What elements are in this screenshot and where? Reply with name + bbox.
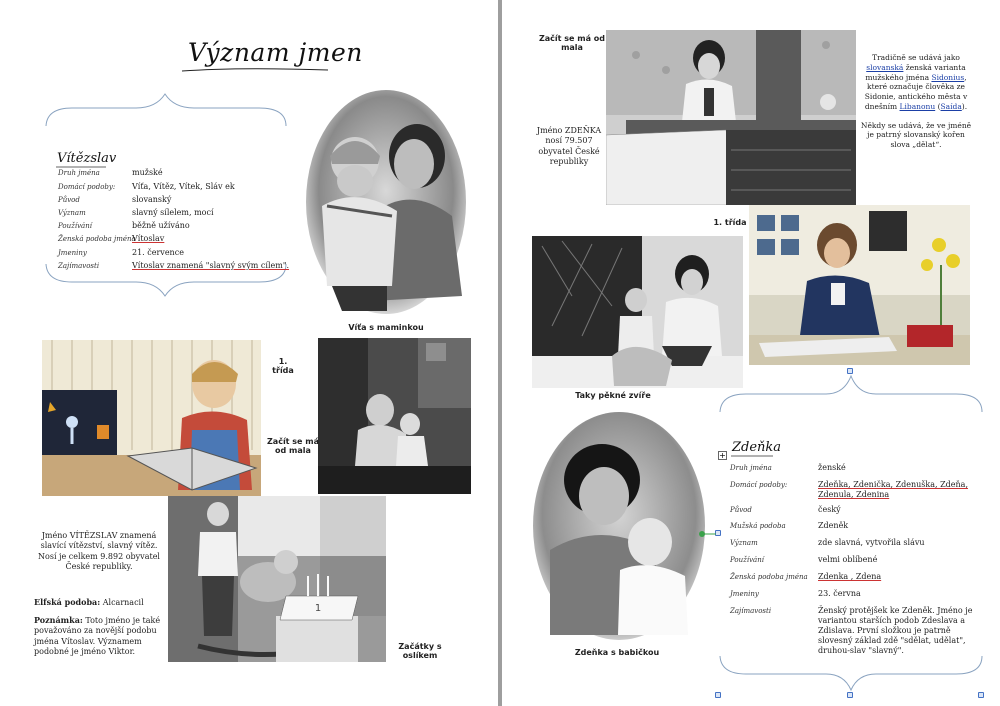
photo-boy-book [42,340,261,496]
photo-woman-child-animal [532,236,743,388]
row-label: Druh jména [58,169,100,177]
origin-text [858,53,974,150]
row-value: český [818,505,841,514]
left-page [0,0,498,706]
photo-mother-baby [302,86,469,319]
origin-text-1: Tradičně se udává jako [872,53,960,62]
caption-first-class: 1. třída [272,357,294,376]
origin-text-2: ženská varianta mužského jména [865,62,966,82]
row-label: Význam [730,539,758,547]
rotate-handle[interactable] [698,530,718,538]
row-value: běžně užíváno [132,221,190,230]
photo-girl-class [749,205,970,365]
row-label: Jmeniny [58,249,87,257]
row-value: 23. června [818,589,861,598]
row-label: Mužská podoba [730,522,786,530]
page-title: Význam jmen [188,38,363,67]
caption-grandma: Zdeňka s babičkou [574,648,660,657]
link-lebanon[interactable]: Libanonu [899,101,936,111]
photo-man-baby [318,338,471,494]
caption-first-class-r: 1. třída [713,218,747,227]
caption-start-small-r: Začít se má od mala [538,34,605,53]
row-label: Používání [58,222,92,230]
row-value: Vítoslav znamená "slavný svým cílem". [132,261,290,270]
row-label: Ženská podoba jména [58,235,136,243]
row-value: Vítoslav [132,234,165,243]
selection-handle-bottom-right[interactable] [978,692,984,698]
row-label: Používání [730,556,764,564]
name-heading: Vítězslav [57,151,117,166]
row-value: slovanský [132,195,172,204]
right-page [502,0,1000,706]
name-heading-r: Zdeňka [732,440,782,455]
origin-text-5: ). [961,101,968,111]
info-zdenka: Jméno ZDEŇKA nosí 79.507 obyvatel České republiky [536,126,602,167]
table-move-icon[interactable]: + [719,451,726,460]
row-value: Víťa, Vítěz, Vítek, Sláv ek [132,182,235,191]
info-vitezslav: Jméno VÍTĚZSLAV znamená slavící vítězství, slavný vítěz. Nosí je celkem 9.892 obyvatel České republiky. [38,531,160,572]
link-slavic[interactable]: slovanská [866,62,904,72]
caption-mother: Víťa s maminkou [348,323,424,332]
link-saida[interactable]: Saída [940,101,962,111]
photo-woman-table [606,30,856,205]
title-underline [180,66,330,74]
elf-form-value: Alcarnacil [102,598,144,607]
row-label: Zajímavosti [730,607,772,615]
note-label: Poznámka: [34,615,83,625]
note-value: Toto jméno je také považováno za novější podobu jména Vítoslav. Významem podobné je jméno Viktor. [34,616,161,657]
row-label: Druh jména [730,464,772,472]
row-value: Ženský protějšek ke Zdeněk. Jméno je variantou starších podob Zdeslava a Zdislava. První složkou je patrně slovesný základ zdě "sdělat, udělat", druhou-slav "slavný". [818,606,973,655]
row-label: Jmeniny [730,590,759,598]
row-label: Ženská podoba jména [730,573,808,581]
row-value: Zdeňka, Zdenička, Zdenuška, Zdeňa, Zdenula, Zdenina [818,480,968,499]
row-value: slavný sílelem, mocí [132,208,214,217]
row-label: Domácí podoby: [730,481,788,489]
row-value: ženské [818,463,846,472]
caption-animal: Taky pěkné zvíře [575,391,651,400]
note [34,615,166,658]
row-value: mužské [132,168,163,177]
origin-text-3: , které označuje člověka ze Sidonie, antického města v dnešním [864,72,968,111]
origin-text-p2: Někdy se udává, že ve jméně je patrný slovanský kořen slova „dělat“. [860,120,972,149]
link-sidonius[interactable]: Sidonius [931,72,965,82]
candle-digit: 1 [314,603,322,614]
origin-text-4: ( [935,101,941,111]
elf-form-label: Elfská podoba: [34,597,101,607]
elf-form [34,597,164,608]
row-value: velmi oblíbené [818,555,878,564]
row-label: Význam [58,209,86,217]
selection-handle-top[interactable] [847,368,853,374]
row-label: Zajímavosti [58,262,100,270]
row-value: Zdenka , Zdena [818,572,882,581]
row-value: zde slavná, vytvořila slávu [818,538,925,547]
selection-handle-bottom-left[interactable] [715,692,721,698]
row-label: Původ [58,196,80,204]
row-label: Původ [730,506,752,514]
photo-rocking-horse [168,496,386,662]
caption-start-small: Začít se má od mala [267,437,319,456]
row-value: Zdeněk [818,521,849,530]
row-label: Domácí podoby: [58,183,116,191]
row-value: 21. července [132,248,184,257]
name-underline-r [731,454,775,458]
photo-grandma-baby [530,410,708,642]
caption-beginnings: Začátky s oslíkem [398,642,442,661]
selection-handle-bottom[interactable] [847,692,853,698]
